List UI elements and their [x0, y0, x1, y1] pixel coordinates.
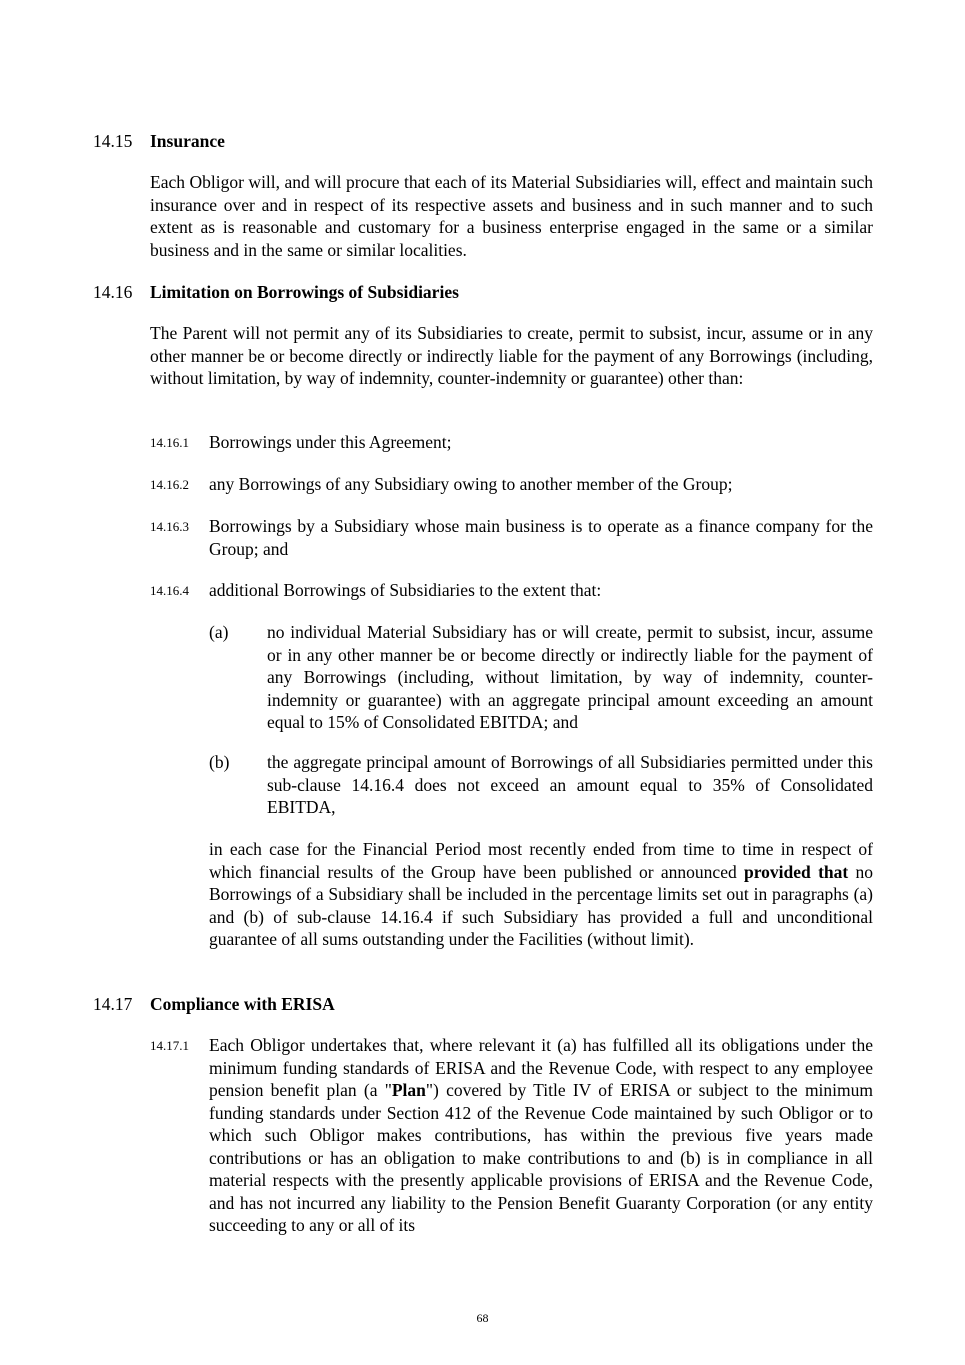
defined-term-plan: Plan [391, 1080, 426, 1100]
subclause-text: Borrowings by a Subsidiary whose main business is to operate as a finance company for the Group; and [209, 516, 873, 559]
closing-text: no Borrowings of a Subsidiary shall be included in the percentage limits set out in paragraphs (a) and (b) of sub-clause 14.16.4 if such Subsidiary has provided a full and unconditional guarantee of all sums outstanding under the Facilities (without limit). [209, 861, 873, 949]
paragraph-label: (b) [209, 752, 230, 772]
page-number: 68 [476, 1311, 489, 1325]
subclause-text: any Borrowings of any Subsidiary owing to another member of the Group; [209, 474, 733, 494]
subclause-number: 14.16.4 [150, 583, 189, 598]
closing-text: in each case for the Financial Period most recently ended from time to time in respect of which financial results of the Group have been published or announced [209, 839, 873, 882]
paragraph-text: the aggregate principal amount of Borrowings of all Subsidiaries permitted under this sub-clause 14.16.4 does not exceed an amount equal to 35% of Consolidated EBITDA, [267, 752, 873, 817]
subclause-number: 14.16.3 [150, 519, 189, 534]
section-body: The Parent will not permit any of its Subsidiaries to create, permit to subsist, incur, assume or in any other manner be or become directly or indirectly liable for the payment of any Borrowings (including, without limitation, by way of indemnity, counter-indemnity or guarantee) other than: [150, 323, 873, 388]
subclause-text: additional Borrowings of Subsidiaries to the extent that: [209, 580, 602, 600]
subclause-text-part: Each Obligor undertakes that, where relevant it (a) has fulfilled all its obligations under the minimum funding standards of ERISA and the Revenue Code, with respect to any employee pension benefit plan (a " [209, 1035, 873, 1100]
paragraph-label: (a) [209, 622, 229, 642]
section-number: 14.16 [93, 282, 133, 302]
defined-term-proviso: provided that [744, 861, 849, 882]
section-number: 14.15 [93, 131, 133, 151]
subclause-text-part: ") covered by Title IV of ERISA or subject to the minimum funding standards under Section 412 of the Revenue Code maintained by such Obligor or to which such Obligor makes contributions, has within the previous five years made contributions or has an obligation to make contributions to and (b) is in compliance in all material respects with the presently applicable provisions of ERISA and the Revenue Code, and has not incurred any liability to the Pension Benefit Guaranty Corporation (or any entity succeeding to any or all of its [209, 1080, 874, 1235]
section-title: Insurance [150, 131, 225, 151]
paragraph-text: no individual Material Subsidiary has or will create, permit to subsist, incur, assume or in any other manner be or become directly or indirectly liable for the payment of any Borrowings (including, without limitation, by way of indemnity, counter-indemnity or guarantee) with an aggregate principal amount exceeding an amount equal to 15% of Consolidated EBITDA; and [267, 622, 873, 732]
subclause-number: 14.16.1 [150, 435, 189, 450]
section-body: Each Obligor will, and will procure that each of its Material Subsidiaries will, effect and maintain such insurance over and in respect of its respective assets and business and in such manner and to such extent as is reasonable and customary for a business enterprise engaged in the same or a similar business and in the same or similar localities. [150, 172, 873, 260]
subclause-text: Borrowings under this Agreement; [209, 432, 452, 452]
section-title: Limitation on Borrowings of Subsidiaries [150, 282, 459, 302]
section-title: Compliance with ERISA [150, 994, 335, 1014]
section-number: 14.17 [93, 994, 133, 1014]
subclause-text [209, 1034, 873, 1237]
subclause-number: 14.17.1 [150, 1038, 189, 1053]
closing-paragraph [209, 838, 873, 951]
subclause-number: 14.16.2 [150, 477, 189, 492]
